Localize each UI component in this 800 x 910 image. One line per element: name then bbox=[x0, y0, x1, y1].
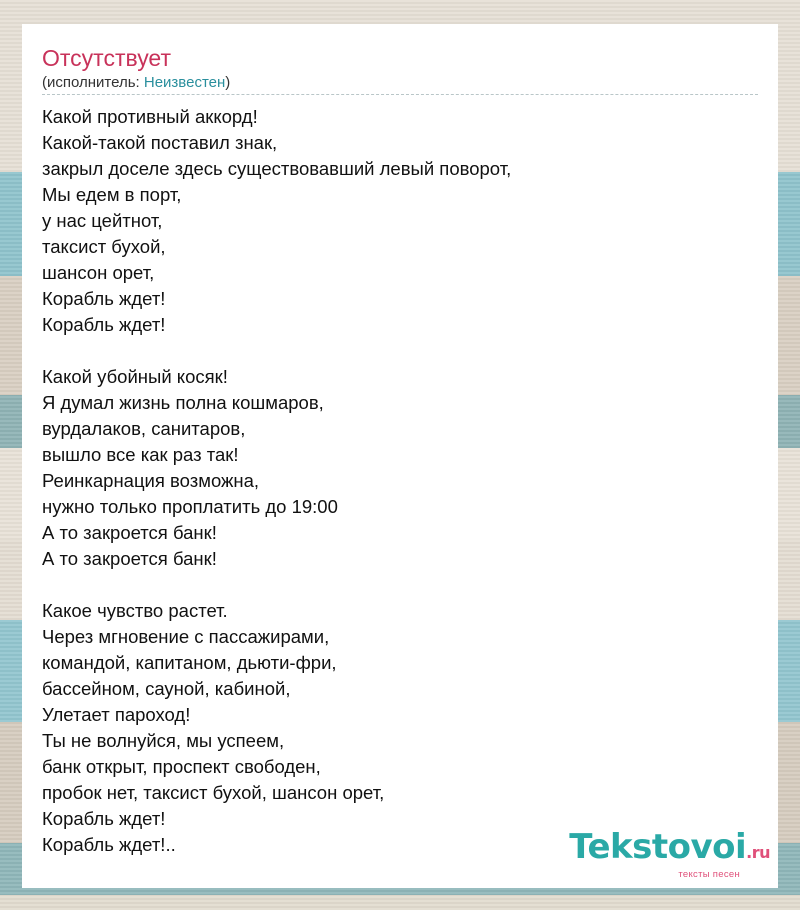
lyric-line: Корабль ждет! bbox=[42, 288, 166, 309]
logo-name: Tekstovoi bbox=[569, 827, 747, 867]
lyric-line: Какой-такой поставил знак, bbox=[42, 132, 278, 153]
lyric-line: Через мгновение с пассажирами, bbox=[42, 626, 330, 647]
logo-tagline: тексты песен bbox=[678, 869, 740, 880]
logo-tld: .ru bbox=[746, 843, 770, 862]
site-logo[interactable] bbox=[569, 827, 770, 880]
lyric-line: Какой убойный косяк! bbox=[42, 366, 228, 387]
lyric-line: таксист бухой, bbox=[42, 236, 166, 257]
lyric-line: шансон орет, bbox=[42, 262, 155, 283]
lyric-line: Улетает пароход! bbox=[42, 704, 191, 725]
title-divider bbox=[42, 94, 758, 95]
lyric-line: Какой противный аккорд! bbox=[42, 106, 258, 127]
lyric-line: Реинкарнация возможна, bbox=[42, 470, 260, 491]
lyric-line: Корабль ждет! bbox=[42, 314, 166, 335]
song-title: Отсутствует bbox=[42, 45, 171, 71]
lyrics-card bbox=[22, 24, 778, 888]
lyric-line: командой, капитаном, дьюти-фри, bbox=[42, 652, 337, 673]
lyric-line: бассейном, сауной, кабиной, bbox=[42, 678, 291, 699]
subtitle-suffix: ) bbox=[225, 74, 231, 91]
lyric-line: Корабль ждет! bbox=[42, 808, 166, 829]
lyric-line: у нас цейтнот, bbox=[42, 210, 163, 231]
lyric-line: банк открыт, проспект свободен, bbox=[42, 756, 321, 777]
lyric-line: вурдалаков, санитаров, bbox=[42, 418, 246, 439]
lyric-line: А то закроется банк! bbox=[42, 522, 217, 543]
lyric-line: Корабль ждет!.. bbox=[42, 834, 176, 855]
lyric-line: вышло все как раз так! bbox=[42, 444, 239, 465]
lyric-blank-line bbox=[42, 572, 758, 598]
lyric-line: Какое чувство растет. bbox=[42, 600, 228, 621]
lyric-line: закрыл доселе здесь существовавший левый поворот, bbox=[42, 158, 512, 179]
lyric-line: Ты не волнуйся, мы успеем, bbox=[42, 730, 285, 751]
song-subtitle bbox=[42, 74, 230, 92]
lyric-line: пробок нет, таксист бухой, шансон орет, bbox=[42, 782, 385, 803]
lyric-blank-line bbox=[42, 338, 758, 364]
lyric-line: Мы едем в порт, bbox=[42, 184, 182, 205]
lyric-line: Я думал жизнь полна кошмаров, bbox=[42, 392, 324, 413]
lyrics-text bbox=[42, 104, 758, 858]
subtitle-prefix: (исполнитель: bbox=[42, 74, 144, 91]
logo-wordmark bbox=[569, 827, 770, 870]
artist-link[interactable]: Неизвестен bbox=[143, 74, 226, 91]
lyric-line: А то закроется банк! bbox=[42, 548, 217, 569]
lyric-line: нужно только проплатить до 19:00 bbox=[42, 496, 338, 517]
